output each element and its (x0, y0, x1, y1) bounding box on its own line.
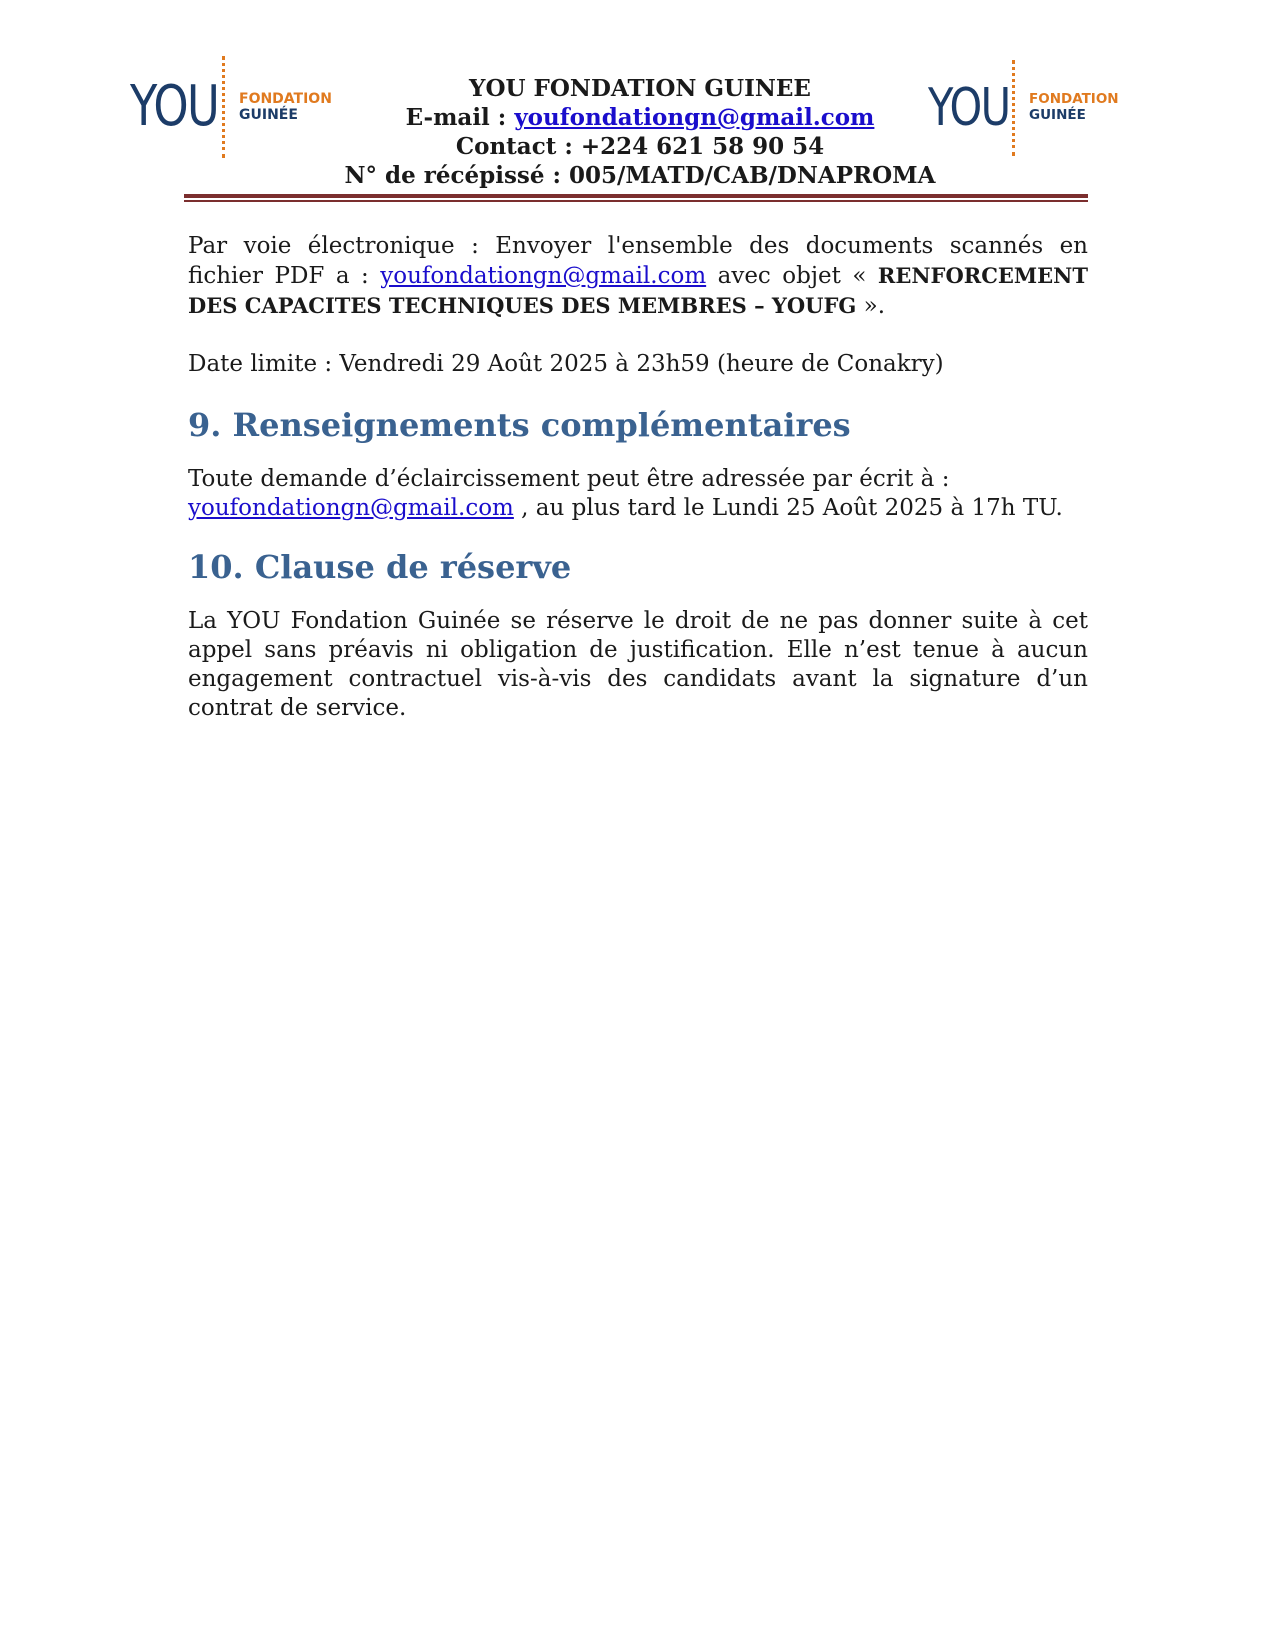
header-email-line (330, 103, 950, 132)
header-contact: Contact : +224 621 58 90 54 (455, 133, 825, 160)
section9-text-b: , au plus tard le Lundi 25 Août 2025 à 17h TU. (513, 495, 1063, 521)
logo-line1: FONDATION (1029, 91, 1119, 108)
logo-line2: GUINÉE (1029, 107, 1086, 123)
logo-text (239, 91, 332, 123)
divider-thin (184, 200, 1088, 202)
divider-thick (184, 194, 1088, 198)
electronic-end: ». (856, 293, 886, 319)
electronic-mid: avec objet « (706, 263, 878, 289)
email-label: E-mail : (405, 104, 515, 131)
electronic-subject: RENFORCEMENT DES CAPACITES TECHNIQUES DES MEMBRES – YOUFG (188, 263, 1088, 318)
logo-right (928, 60, 1119, 156)
deadline: Date limite : Vendredi 29 Août 2025 à 23h59 (heure de Conakry) (188, 351, 944, 377)
section9-paragraph (188, 465, 1088, 523)
logo-text (1029, 92, 1119, 123)
org-name: YOU FONDATION GUINEE (469, 75, 811, 102)
logo-left (130, 56, 332, 158)
logo-line1: FONDATION (239, 90, 332, 107)
section10-title: 10. Clause de réserve (188, 548, 572, 586)
header-email-link[interactable]: youfondationgn@gmail.com (514, 104, 875, 131)
section9-email-link[interactable]: youfondationgn@gmail.com (188, 495, 514, 521)
logo-brand: YOU (130, 74, 219, 139)
header-divider (184, 194, 1088, 203)
section9-text-a: Toute demande d’éclaircissement peut être adressée par écrit à : (188, 466, 950, 492)
header-receipt: N° de récépissé : 005/MATD/CAB/DNAPROMA (344, 162, 936, 189)
letterhead (330, 74, 950, 190)
electronic-intro: Par voie électronique : Envoyer l'ensemble des documents scannés en fichier PDF a : (188, 233, 1088, 289)
section10-paragraph: La YOU Fondation Guinée se réserve le droit de ne pas donner suite à cet appel sans préavis ni obligation de justification. Elle n’est tenue à aucun engagement contractuel vis-à-vis des candidats avant la signature d’un contrat de service. (188, 608, 1088, 721)
logo-separator (1012, 60, 1015, 156)
logo-brand: YOU (928, 78, 1010, 138)
logo-line2: GUINÉE (239, 107, 298, 123)
logo-separator (222, 56, 225, 158)
section9-title: 9. Renseignements complémentaires (188, 406, 851, 444)
electronic-email-link[interactable]: youfondationgn@gmail.com (380, 263, 707, 289)
document-body (188, 232, 1088, 723)
electronic-submission-paragraph (188, 232, 1088, 321)
